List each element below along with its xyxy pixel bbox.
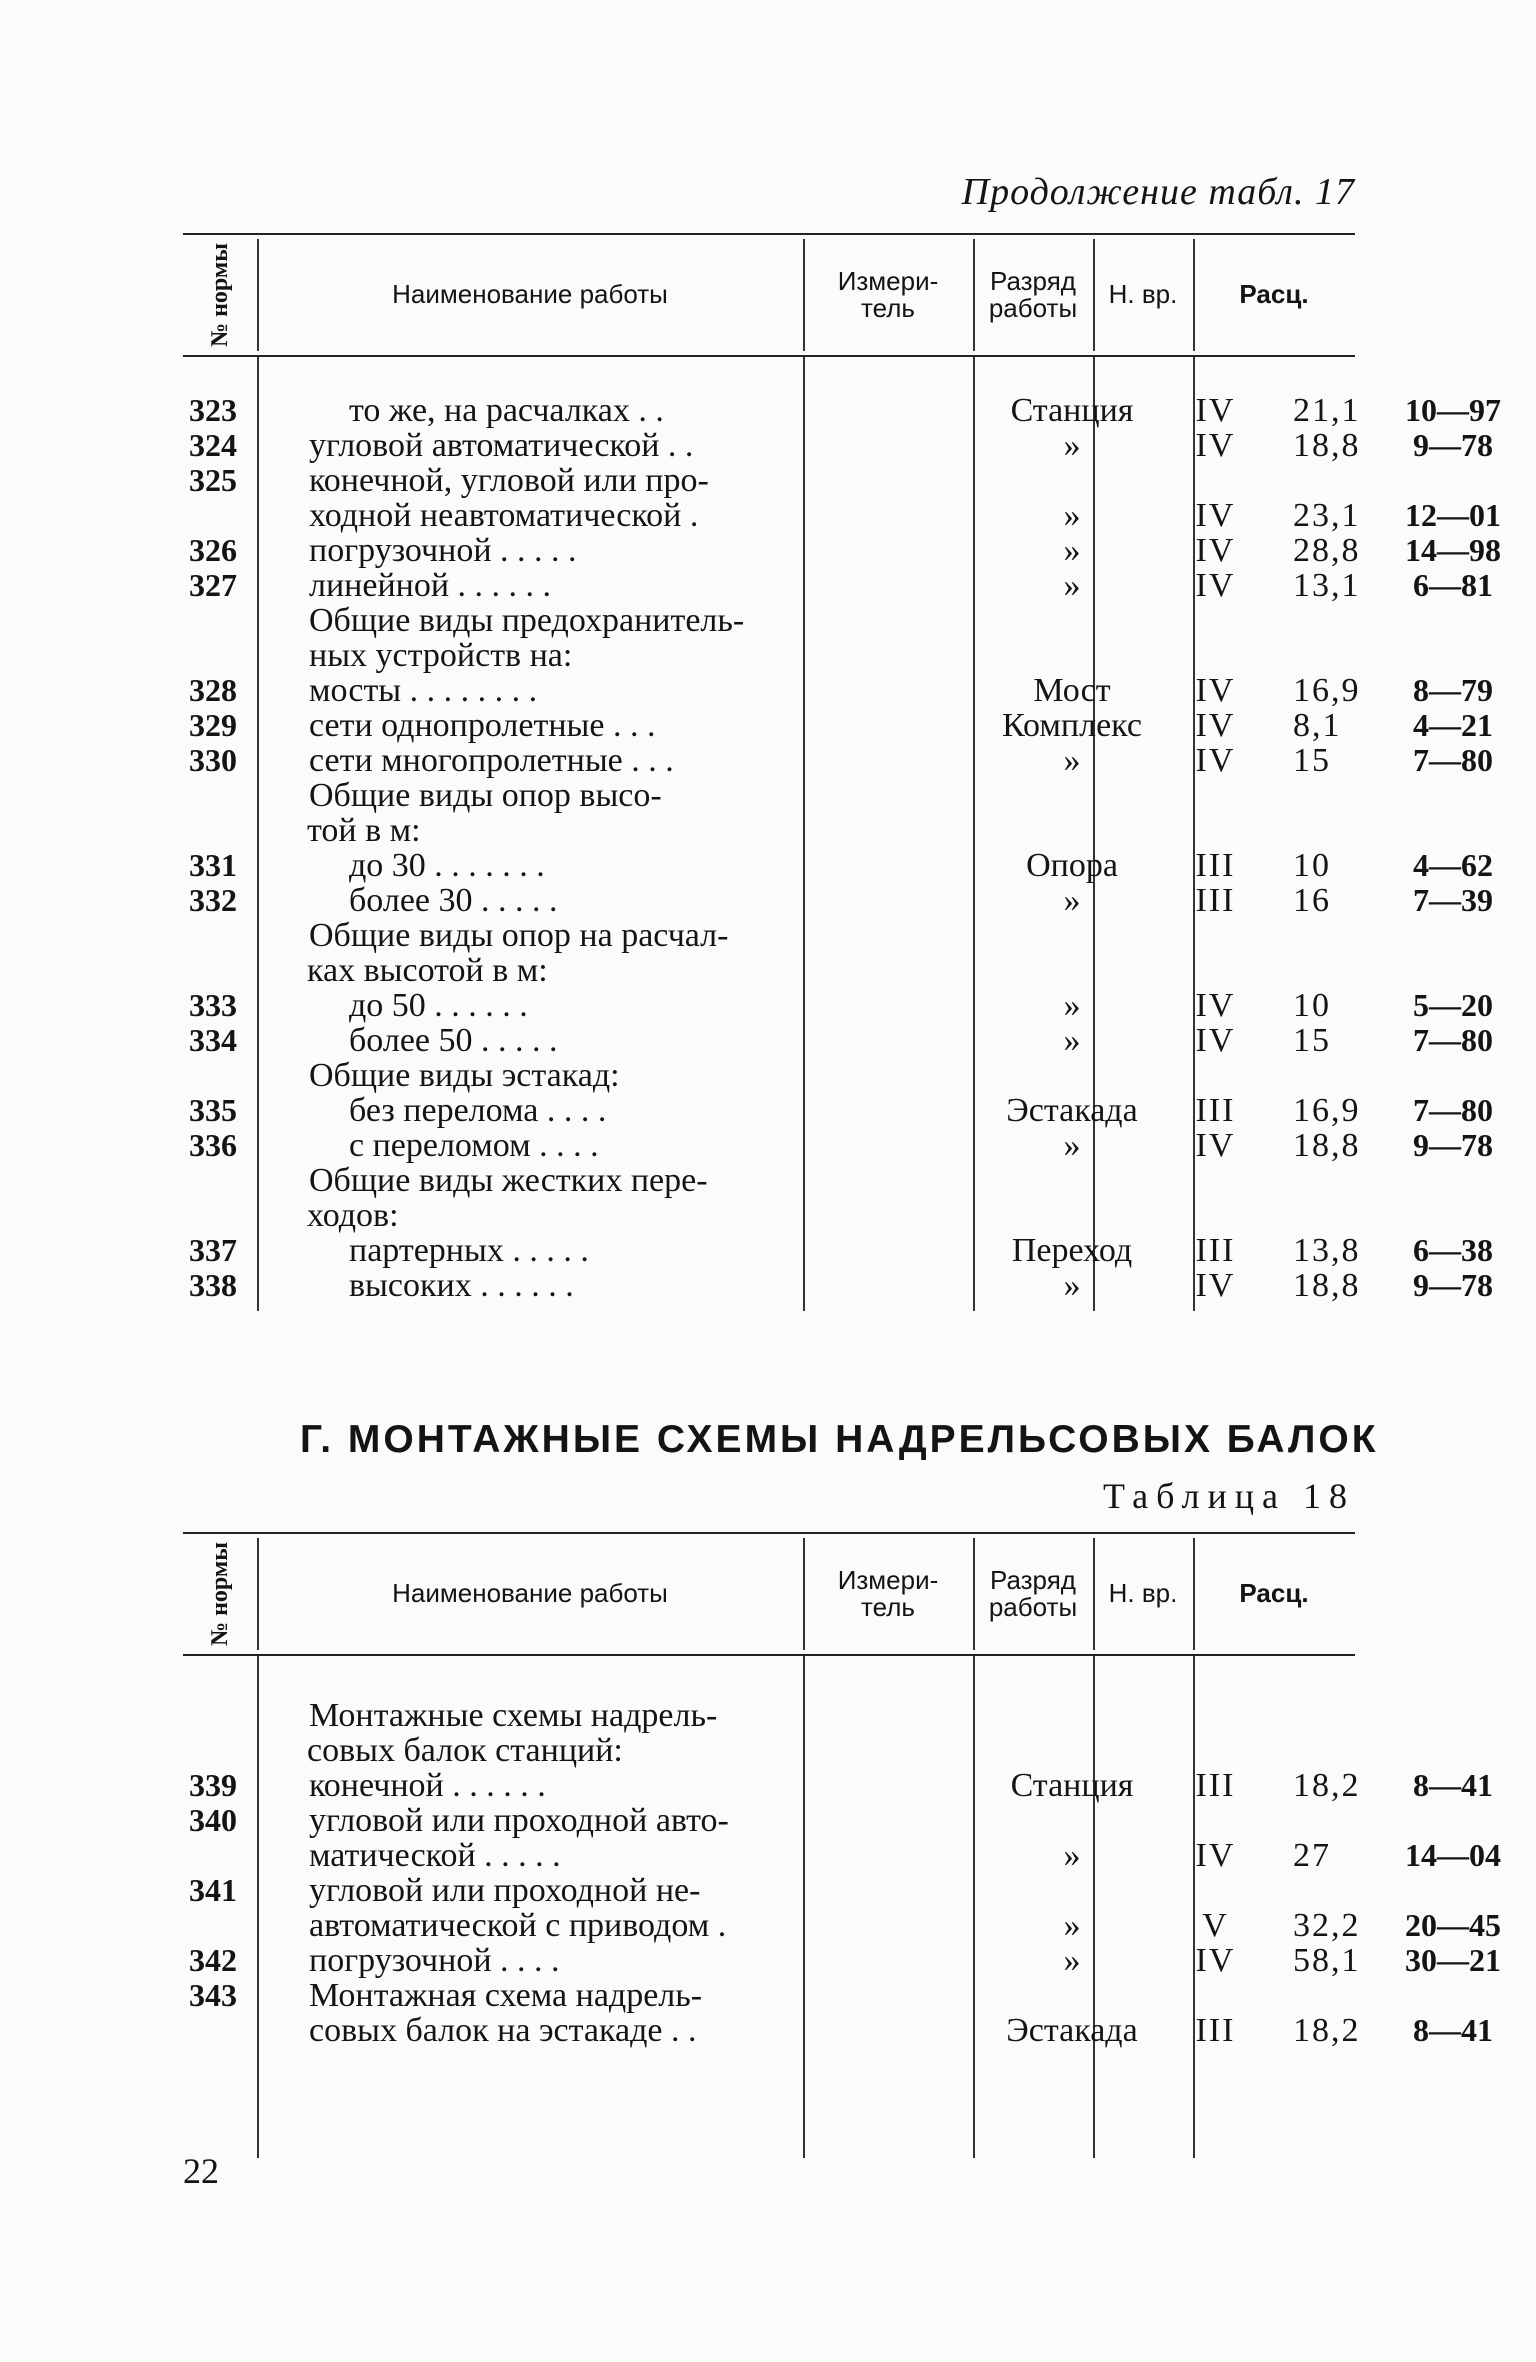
work-grade: V <box>1202 1907 1229 1944</box>
work-name: без перелома . . . . <box>349 1092 607 1129</box>
work-grade: IV <box>1195 1942 1236 1979</box>
price: 8—41 <box>1413 2012 1493 2048</box>
header-grade: Разряд работы <box>988 1564 1078 1622</box>
measure-unit: » <box>1063 1267 1081 1304</box>
work-name: линейной . . . . . . <box>309 567 552 604</box>
measure-unit: » <box>1063 567 1081 604</box>
work-grade: III <box>1195 847 1236 884</box>
measure-unit: » <box>1063 497 1081 534</box>
measure-unit: » <box>1063 987 1081 1024</box>
measure-unit: Мост <box>1033 672 1111 709</box>
work-grade: III <box>1195 2012 1236 2049</box>
work-name: с переломом . . . . <box>349 1127 599 1164</box>
price: 7—39 <box>1413 882 1493 918</box>
measure-unit: Опора <box>1026 847 1118 884</box>
work-name: погрузочной . . . . . <box>309 532 577 569</box>
table-row <box>183 987 1493 1024</box>
section-title: Г. МОНТАЖНЫЕ СХЕМЫ НАДРЕЛЬСОВЫХ БАЛОК <box>300 1418 1379 1461</box>
header-time: Н. вр. <box>1108 1578 1178 1609</box>
price: 4—62 <box>1413 847 1493 883</box>
work-name: той в м: <box>307 812 421 849</box>
row-number: 342 <box>189 1942 237 1978</box>
row-number: 334 <box>189 1022 237 1058</box>
work-name: матической . . . . . <box>309 1837 561 1874</box>
work-name: ных устройств на: <box>309 637 573 674</box>
work-name: то же, на расчалках . . <box>349 392 664 429</box>
time-norm: 16,9 <box>1293 1092 1361 1129</box>
time-norm: 16 <box>1293 882 1331 919</box>
work-grade: III <box>1195 882 1236 919</box>
time-norm: 8,1 <box>1293 707 1342 744</box>
measure-unit: Комплекс <box>1002 707 1142 744</box>
row-number: 335 <box>189 1092 237 1128</box>
work-grade: IV <box>1195 1022 1236 1059</box>
table-row <box>183 463 1355 498</box>
measure-unit: Станция <box>1010 392 1134 429</box>
time-norm: 18,8 <box>1293 1127 1361 1164</box>
row-number: 327 <box>189 567 237 603</box>
work-name: мосты . . . . . . . . <box>309 672 538 709</box>
time-norm: 32,2 <box>1293 1907 1361 1944</box>
measure-unit: Эстакада <box>1006 1092 1138 1129</box>
measure-unit: » <box>1063 1837 1081 1874</box>
time-norm: 15 <box>1293 742 1331 779</box>
price: 9—78 <box>1413 427 1493 463</box>
table-row <box>183 1907 1501 1944</box>
price: 5—20 <box>1413 987 1493 1023</box>
table-header <box>183 233 1355 357</box>
price: 9—78 <box>1413 1127 1493 1163</box>
price: 9—78 <box>1413 1267 1493 1303</box>
table-row <box>183 813 1355 848</box>
header-price: Расц. <box>1239 279 1309 310</box>
work-grade: IV <box>1195 742 1236 779</box>
header-name: Наименование работы <box>392 1578 668 1609</box>
work-name: конечной, угловой или про- <box>309 462 709 499</box>
price: 8—79 <box>1413 672 1493 708</box>
work-grade: IV <box>1195 392 1236 429</box>
header-measure: Измери- тель <box>837 1564 939 1622</box>
header-time: Н. вр. <box>1108 279 1178 310</box>
time-norm: 16,9 <box>1293 672 1361 709</box>
table-row <box>183 1232 1493 1269</box>
work-name: высоких . . . . . . <box>349 1267 574 1304</box>
price: 7—80 <box>1413 1092 1493 1128</box>
table-body <box>183 1656 1501 2158</box>
table-row <box>183 497 1501 534</box>
time-norm: 21,1 <box>1293 392 1361 429</box>
table-row <box>183 567 1493 604</box>
measure-unit: » <box>1063 532 1081 569</box>
work-name: Общие виды опор высо- <box>309 777 662 814</box>
work-name: угловой или проходной не- <box>309 1872 701 1909</box>
work-name: Общие виды предохранитель- <box>309 602 745 639</box>
work-grade: IV <box>1195 672 1236 709</box>
work-grade: III <box>1195 1092 1236 1129</box>
row-number: 324 <box>189 427 237 463</box>
work-name: Монтажная схема надрель- <box>309 1977 703 2014</box>
measure-unit: » <box>1063 1127 1081 1164</box>
table-row <box>183 1873 1355 1908</box>
time-norm: 23,1 <box>1293 497 1361 534</box>
work-name: ходов: <box>307 1197 399 1234</box>
time-norm: 27 <box>1293 1837 1331 1874</box>
table-label: Таблица 18 <box>1103 1476 1355 1516</box>
work-grade: IV <box>1195 532 1236 569</box>
work-name: ках высотой в м: <box>307 952 548 989</box>
work-name: совых балок станций: <box>307 1732 623 1769</box>
measure-unit: » <box>1063 427 1081 464</box>
table-row <box>183 953 1355 988</box>
work-name: Общие виды жестких пере- <box>309 1162 708 1199</box>
header-grade: Разряд работы <box>988 265 1078 323</box>
time-norm: 18,8 <box>1293 1267 1361 1304</box>
work-grade: IV <box>1195 987 1236 1024</box>
price: 7—80 <box>1413 1022 1493 1058</box>
table-row <box>183 1978 1355 2013</box>
price: 6—81 <box>1413 567 1493 603</box>
header-measure: Измери- тель <box>837 265 939 323</box>
table-row <box>183 707 1493 744</box>
time-norm: 15 <box>1293 1022 1331 1059</box>
work-grade: IV <box>1195 1127 1236 1164</box>
work-name: Общие виды опор на расчал- <box>309 917 729 954</box>
work-name: более 50 . . . . . <box>349 1022 558 1059</box>
work-grade: III <box>1195 1767 1236 1804</box>
row-number: 341 <box>189 1872 237 1908</box>
row-number: 323 <box>189 392 237 428</box>
row-number: 336 <box>189 1127 237 1163</box>
work-grade: IV <box>1195 497 1236 534</box>
work-name: до 50 . . . . . . <box>349 987 528 1024</box>
work-grade: IV <box>1195 1837 1236 1874</box>
table-row <box>183 882 1493 919</box>
header-num: № нормы <box>207 242 234 348</box>
work-grade: IV <box>1195 707 1236 744</box>
row-number: 333 <box>189 987 237 1023</box>
time-norm: 58,1 <box>1293 1942 1361 1979</box>
work-name: совых балок на эстакаде . . <box>309 2012 697 2049</box>
table-row <box>183 392 1501 429</box>
table-row <box>183 1163 1355 1198</box>
work-name: конечной . . . . . . <box>309 1767 546 1804</box>
row-number: 330 <box>189 742 237 778</box>
table-row <box>183 1733 1355 1768</box>
work-name: партерных . . . . . <box>349 1232 589 1269</box>
row-number: 338 <box>189 1267 237 1303</box>
header-name: Наименование работы <box>392 279 668 310</box>
table-row <box>183 847 1493 884</box>
table-row <box>183 778 1355 813</box>
row-number: 326 <box>189 532 237 568</box>
table-row <box>183 2012 1493 2049</box>
measure-unit: Эстакада <box>1006 2012 1138 2049</box>
price: 14—04 <box>1405 1837 1501 1873</box>
work-name: Общие виды эстакад: <box>309 1057 620 1094</box>
header-num: № нормы <box>207 1541 234 1647</box>
time-norm: 13,8 <box>1293 1232 1361 1269</box>
measure-unit: » <box>1063 1942 1081 1979</box>
row-number: 331 <box>189 847 237 883</box>
table-row <box>183 672 1493 709</box>
measure-unit: » <box>1063 742 1081 779</box>
table-18 <box>183 1532 1501 2158</box>
table-row <box>183 1837 1501 1874</box>
table-row <box>183 1092 1493 1129</box>
work-grade: IV <box>1195 567 1236 604</box>
work-name: сети однопролетные . . . <box>309 707 656 744</box>
measure-unit: Станция <box>1010 1767 1134 1804</box>
row-number: 340 <box>189 1802 237 1838</box>
price: 20—45 <box>1405 1907 1501 1943</box>
price: 30—21 <box>1405 1942 1501 1978</box>
price: 12—01 <box>1405 497 1501 533</box>
price: 7—80 <box>1413 742 1493 778</box>
row-number: 339 <box>189 1767 237 1803</box>
table-row <box>183 1267 1493 1304</box>
work-name: более 30 . . . . . <box>349 882 558 919</box>
time-norm: 28,8 <box>1293 532 1361 569</box>
table-17 <box>183 233 1501 1311</box>
table-row <box>183 1127 1493 1164</box>
time-norm: 18,2 <box>1293 2012 1361 2049</box>
page-number: 22 <box>183 2151 219 2191</box>
table-row <box>183 1022 1493 1059</box>
header-price: Расц. <box>1239 1578 1309 1609</box>
measure-unit: » <box>1063 882 1081 919</box>
table-row <box>183 1698 1355 1733</box>
table-row <box>183 603 1355 638</box>
continuation-title: Продолжение табл. 17 <box>961 171 1355 213</box>
table-row <box>183 1058 1355 1093</box>
row-number: 337 <box>189 1232 237 1268</box>
work-grade: IV <box>1195 427 1236 464</box>
table-body <box>183 357 1501 1311</box>
work-grade: III <box>1195 1232 1236 1269</box>
measure-unit: » <box>1063 1907 1081 1944</box>
work-name: угловой автоматической . . <box>309 427 694 464</box>
time-norm: 10 <box>1293 987 1331 1024</box>
measure-unit: Переход <box>1011 1232 1133 1269</box>
row-number: 329 <box>189 707 237 743</box>
work-name: Монтажные схемы надрель- <box>309 1697 718 1734</box>
table-row <box>183 1767 1493 1804</box>
row-number: 328 <box>189 672 237 708</box>
price: 8—41 <box>1413 1767 1493 1803</box>
table-row <box>183 427 1493 464</box>
row-number: 343 <box>189 1977 237 2013</box>
row-number: 325 <box>189 462 237 498</box>
work-name: автоматической с приводом . <box>309 1907 727 1944</box>
price: 14—98 <box>1405 532 1501 568</box>
table-row <box>183 918 1355 953</box>
table-row <box>183 532 1501 569</box>
price: 4—21 <box>1413 707 1493 743</box>
table-row <box>183 1198 1355 1233</box>
time-norm: 10 <box>1293 847 1331 884</box>
time-norm: 18,8 <box>1293 427 1361 464</box>
row-number: 332 <box>189 882 237 918</box>
price: 10—97 <box>1405 392 1501 428</box>
table-header <box>183 1532 1355 1656</box>
work-name: до 30 . . . . . . . <box>349 847 545 884</box>
table-row <box>183 1803 1355 1838</box>
price: 6—38 <box>1413 1232 1493 1268</box>
table-row <box>183 638 1355 673</box>
work-name: угловой или проходной авто- <box>309 1802 729 1839</box>
time-norm: 13,1 <box>1293 567 1361 604</box>
work-grade: IV <box>1195 1267 1236 1304</box>
work-name: погрузочной . . . . <box>309 1942 560 1979</box>
work-name: ходной неавтоматической . <box>309 497 699 534</box>
table-row <box>183 1942 1501 1979</box>
work-name: сети многопролетные . . . <box>309 742 674 779</box>
table-row <box>183 742 1493 779</box>
measure-unit: » <box>1063 1022 1081 1059</box>
time-norm: 18,2 <box>1293 1767 1361 1804</box>
